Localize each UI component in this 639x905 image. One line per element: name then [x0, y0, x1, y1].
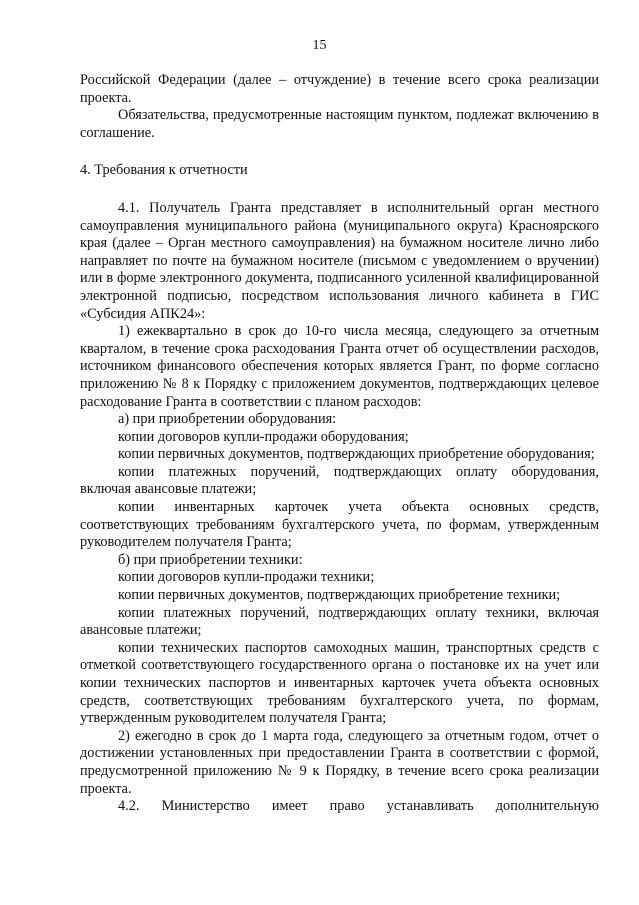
paragraph-4-2: 4.2. Министерство имеет право устанавливать дополнительную [118, 798, 599, 815]
paragraph-annual-report: 2) ежегодно в срок до 1 марта года, следующего за отчетным годом, отчет о достижении установленных при предоставлении Гранта в соответствии с формой, предусмотренной приложению № 9 к Порядку, в течение всего срока реализации проекта. [80, 727, 599, 797]
paragraph-obligations: Обязательства, предусмотренные настоящим пунктом, подлежат включению в соглашение. [80, 107, 599, 141]
page-number: 15 [312, 38, 327, 53]
list-item-machinery-heading: б) при приобретении техники: [118, 551, 303, 568]
list-item-equipment-payments: копии платежных поручений, подтверждающих оплату оборудования, включая авансовые платежи; [80, 463, 599, 498]
list-item-equipment-primary-docs: копии первичных документов, подтверждающих приобретение оборудования; [118, 446, 595, 463]
list-item-machinery-passports: копии технических паспортов самоходных машин, транспортных средств с отметкой соответствующего государственного органа о постановке их на учет или копии технических паспортов и инвентарных карточек учета объекта основных средств, соответствующих требованиям бухгалтерского учета, по формам, утвержденным руководителем получателя Гранта; [80, 639, 599, 727]
list-item-machinery-contracts: копии договоров купли-продажи техники; [118, 569, 375, 586]
paragraph-alienation-term: Российской Федерации (далее – отчуждение) в течение всего срока реализации проекта. [80, 72, 599, 106]
paragraph-4-1: 4.1. Получатель Гранта представляет в исполнительный орган местного самоуправления муниципального района (муниципального округа) Красноярского края (далее – Орган местного самоуправления) на бумажном носителе лично либо направляет по почте на бумажном носителе (письмом с уведомлением о вручении) или в форме электронного документа, подписанного усиленной квалифицированной электронной подписью, посредством использования личного кабинета в ГИС «Субсидия АПК24»: [80, 199, 599, 322]
paragraph-quarterly-report: 1) ежеквартально в срок до 10-го числа месяца, следующего за отчетным кварталом, в течение срока расходования Гранта отчет об осуществлении расходов, источником финансового обеспечения которых является Грант, по форме согласно приложению № 8 к Порядку с приложением документов, подтверждающих целевое расходование Гранта в соответствии с планом расходов: [80, 323, 599, 410]
list-item-equipment-inventory-cards: копии инвентарных карточек учета объекта основных средств, соответствующих требованиям бухгалтерского учета, по формам, утвержденным руководителем получателя Гранта; [80, 499, 599, 551]
list-item-equipment-contracts: копии договоров купли-продажи оборудования; [118, 428, 409, 445]
section-heading: 4. Требования к отчетности [80, 162, 248, 179]
list-item-machinery-payments: копии платежных поручений, подтверждающих оплату техники, включая авансовые платежи; [80, 604, 599, 639]
list-item-machinery-primary-docs: копии первичных документов, подтверждающих приобретение техники; [118, 587, 561, 604]
list-item-equipment-heading: а) при приобретении оборудования: [118, 411, 337, 428]
document-body [80, 72, 599, 816]
